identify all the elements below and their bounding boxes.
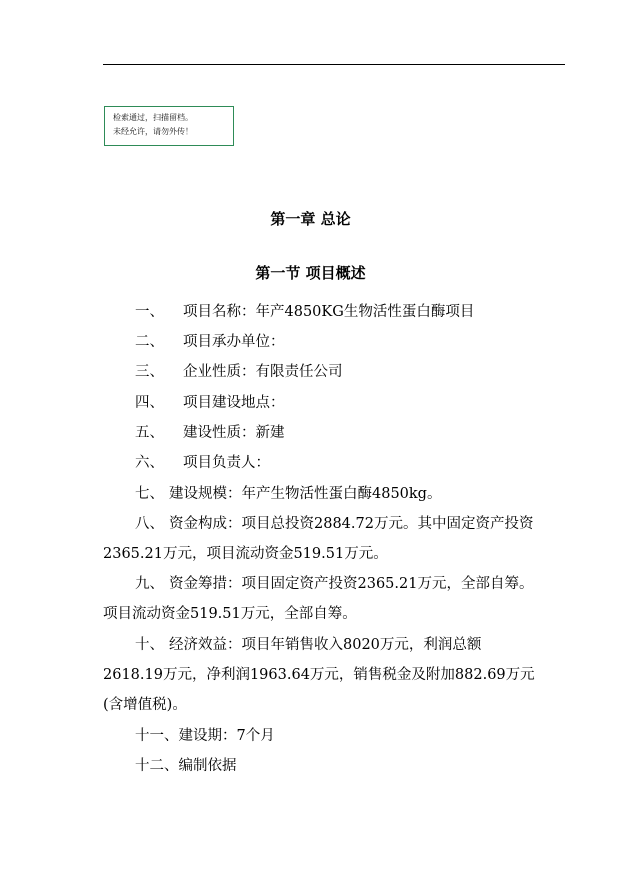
item-number: 六、 <box>135 455 164 471</box>
item-text: 建设性质：新建 <box>183 425 285 441</box>
stamp-line-2: 未经允许，请勿外传！ <box>113 127 193 136</box>
item-text: 项目名称：年产4850KG生物活性蛋白酶项目 <box>183 304 475 320</box>
item-number: 一、 <box>135 304 164 320</box>
stamp-line-1: 检索通过，扫描留档。 <box>113 113 193 122</box>
item-text: 项目建设地点： <box>183 395 285 411</box>
item-1 <box>135 302 474 322</box>
item-number: 二、 <box>135 334 164 350</box>
item-7 <box>135 484 441 504</box>
stamp-box <box>104 106 234 146</box>
item-text: 建设规模：年产生物活性蛋白酶4850kg。 <box>169 486 442 502</box>
item-text: 编制依据 <box>178 758 237 774</box>
item-number: 十二、 <box>135 758 179 774</box>
item-number: 三、 <box>135 364 164 380</box>
item-3 <box>135 362 343 382</box>
item-5 <box>135 423 285 443</box>
item-text: 项目负责人： <box>183 455 270 471</box>
item-12 <box>135 756 237 776</box>
item-text: 建设期：7个月 <box>178 728 275 744</box>
item-number: 七、 <box>135 486 164 502</box>
item-8 <box>135 514 533 534</box>
section-title: 第一节 项目概述 <box>255 264 366 282</box>
item-text: 资金构成：项目总投资2884.72万元。其中固定资产投资 <box>169 516 534 532</box>
item-text: 项目承办单位： <box>183 334 285 350</box>
item-10-continuation-2: (含增值税)。 <box>103 697 187 713</box>
item-text: 资金筹措：项目固定资产投资2365.21万元，全部自筹。 <box>169 576 534 592</box>
item-4 <box>135 393 285 413</box>
item-number: 九、 <box>135 576 164 592</box>
item-number: 五、 <box>135 425 164 441</box>
item-number: 十、 <box>135 637 164 653</box>
item-10-continuation-1: 2618.19万元，净利润1963.64万元，销售税金及附加882.69万元 <box>103 667 535 683</box>
item-11 <box>135 726 275 746</box>
item-9-continuation: 项目流动资金519.51万元，全部自筹。 <box>103 606 357 622</box>
item-2 <box>135 332 285 352</box>
item-number: 四、 <box>135 395 164 411</box>
item-number: 八、 <box>135 516 164 532</box>
header-rule <box>103 64 565 65</box>
item-10 <box>135 635 481 655</box>
item-text: 经济效益：项目年销售收入8020万元，利润总额 <box>169 637 482 653</box>
item-9 <box>135 574 533 594</box>
item-8-continuation: 2365.21万元，项目流动资金519.51万元。 <box>103 546 388 562</box>
item-6 <box>135 453 270 473</box>
item-number: 十一、 <box>135 728 179 744</box>
chapter-title: 第一章 总论 <box>270 210 351 228</box>
item-text: 企业性质：有限责任公司 <box>183 364 343 380</box>
